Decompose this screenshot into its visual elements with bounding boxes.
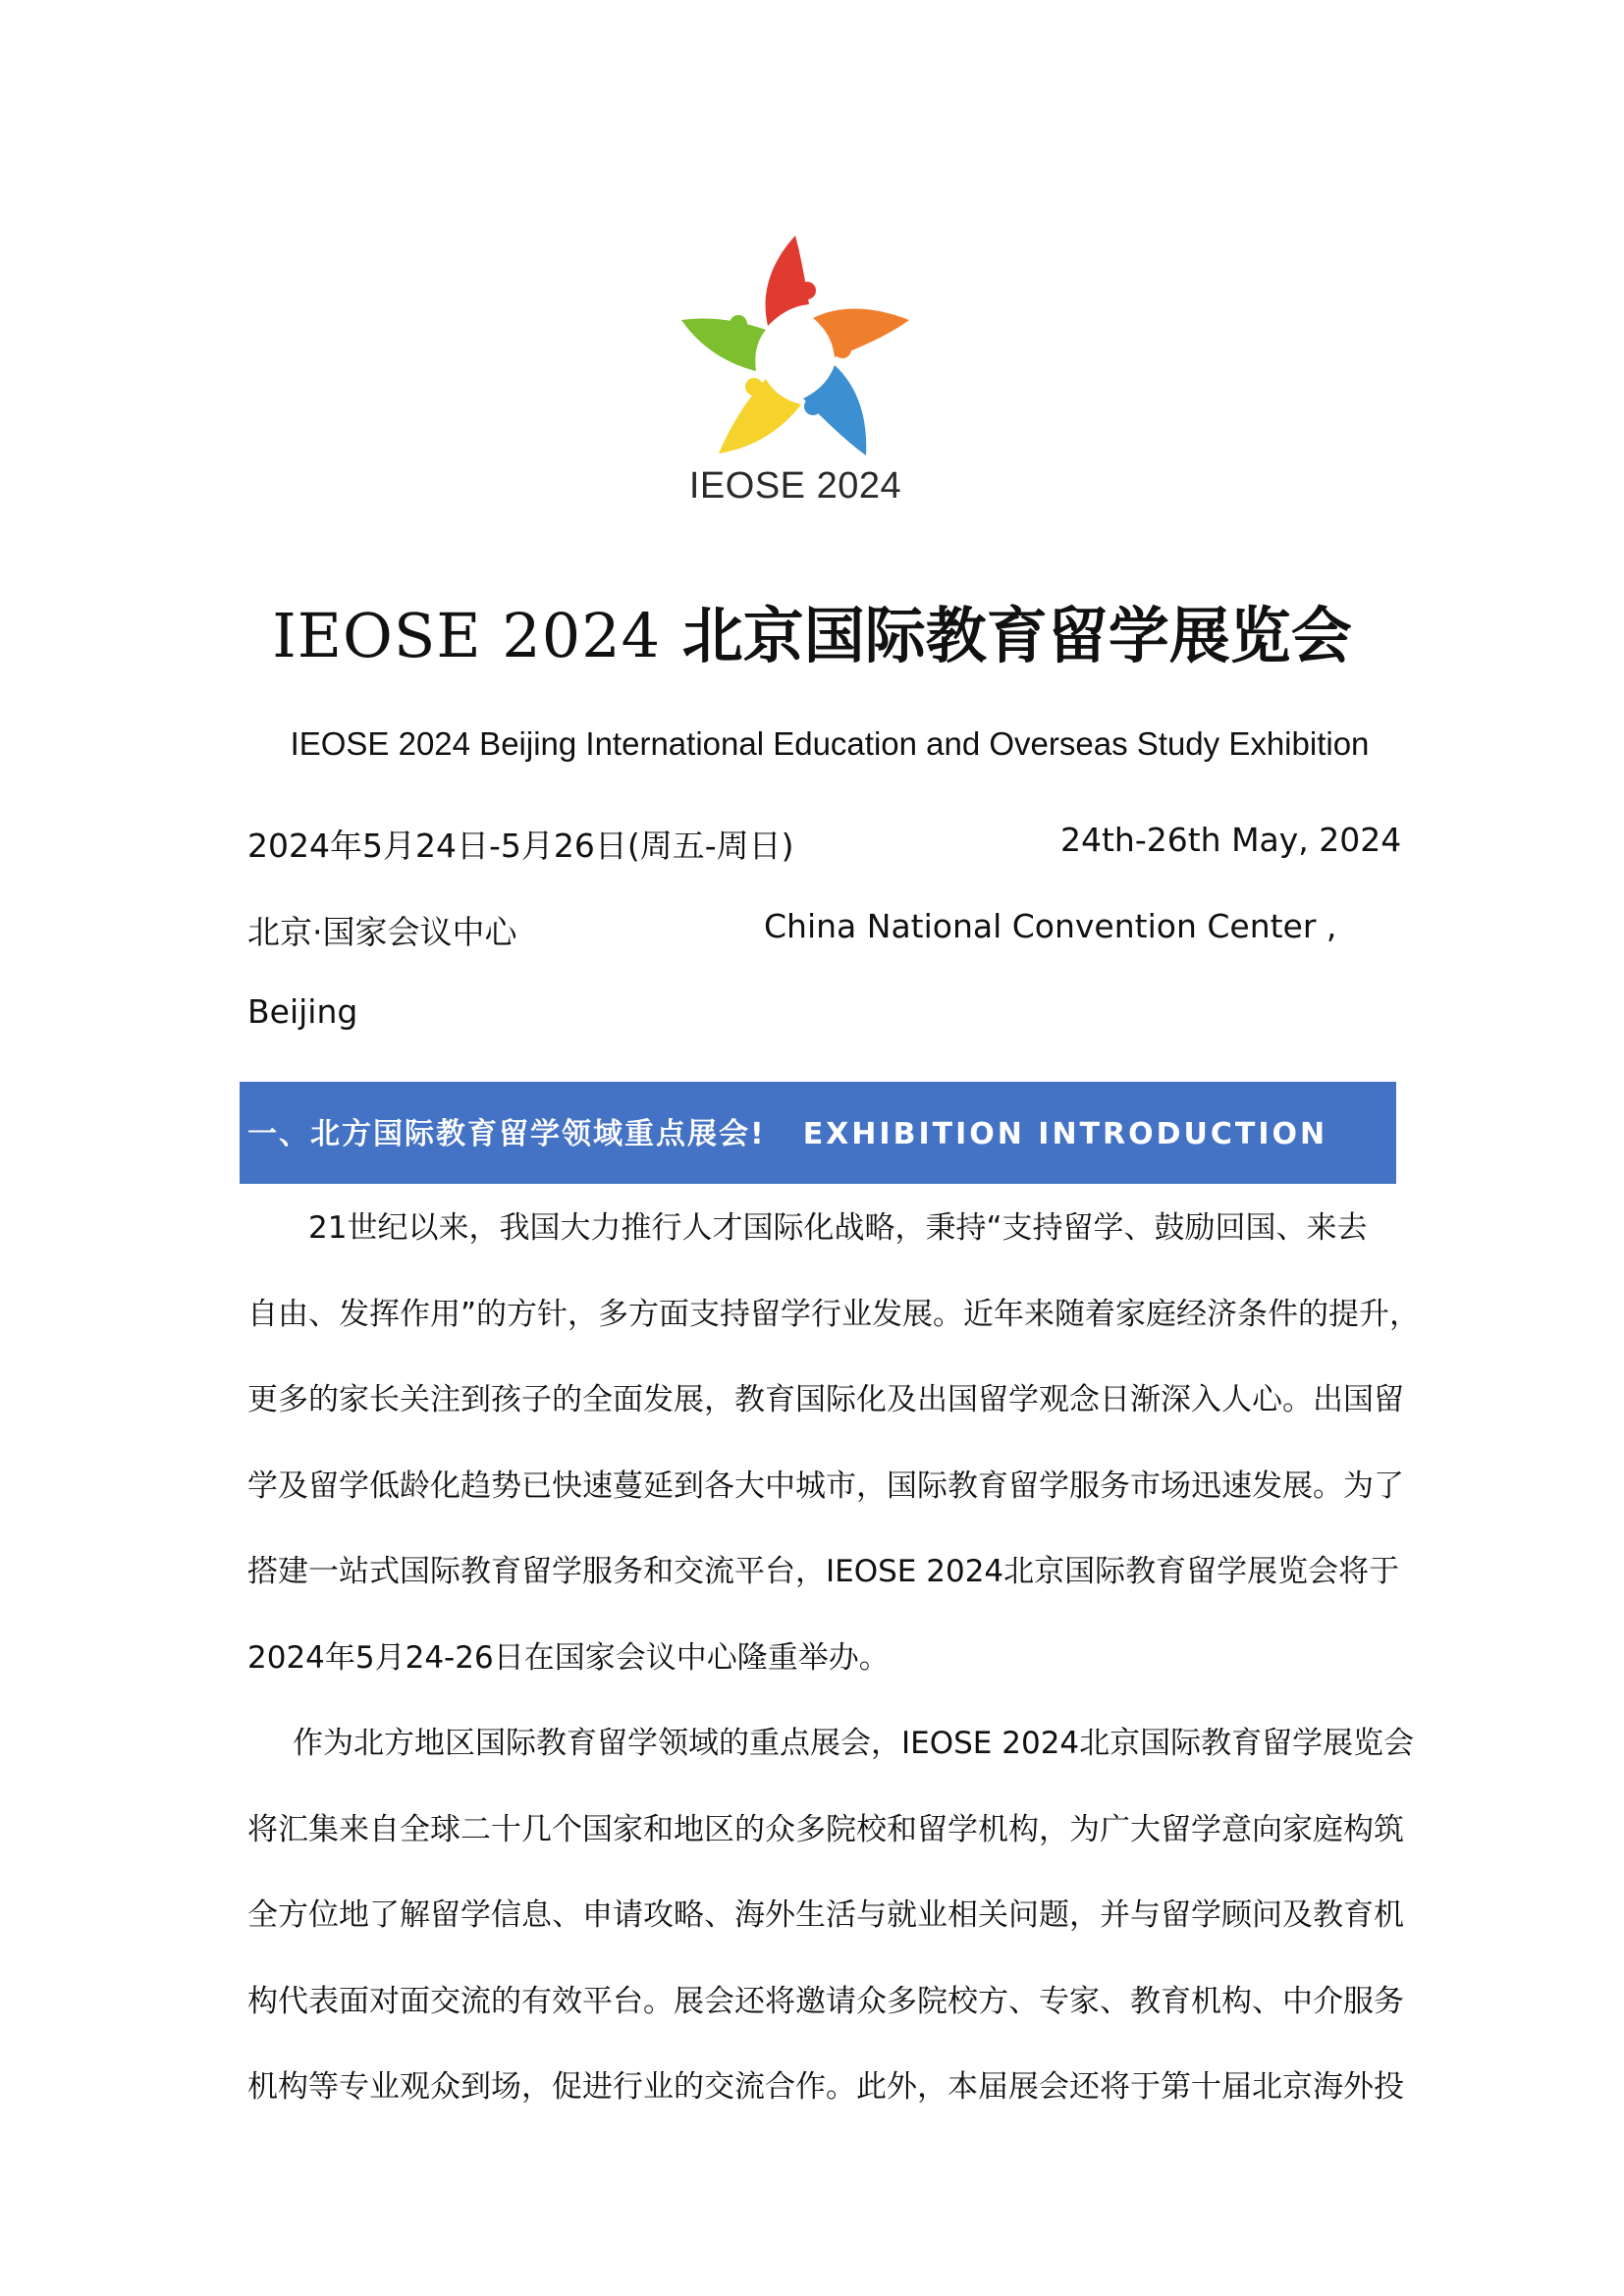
paragraph-line: 机构等专业观众到场，促进行业的交流合作。此外，本届展会还将于第十届北京海外投	[247, 2069, 1404, 2105]
document-subtitle: IEOSE 2024 Beijing International Education and Overseas Study Exhibition	[290, 725, 1370, 762]
paragraph-line: 更多的家长关注到孩子的全面发展，教育国际化及出国留学观念日渐深入人心。出国留	[247, 1382, 1404, 1417]
event-venue-en-continued: Beijing	[247, 992, 358, 1031]
section-heading-cn: 一、北方国际教育留学领域重点展会!	[247, 1117, 766, 1151]
paragraph-2	[247, 1701, 1415, 2131]
logo-caption: IEOSE 2024	[688, 465, 902, 507]
paragraph-line: 全方位地了解留学信息、申请攻略、海外生活与就业相关问题，并与留学顾问及教育机	[247, 1897, 1404, 1933]
event-venue-en: China National Convention Center ,	[764, 907, 1337, 945]
five-figure-star-logo	[677, 232, 913, 459]
logo-blue-head	[804, 398, 822, 415]
paragraph-line: 构代表面对面交流的有效平台。展会还将邀请众多院校方、专家、教育机构、中介服务	[247, 1983, 1404, 2019]
paragraph-line: 21世纪以来，我国大力推行人才国际化战略，秉持“支持留学、鼓励回国、来去	[308, 1210, 1368, 1246]
logo-green-figure	[681, 318, 766, 371]
document-title	[147, 587, 1477, 674]
section-banner	[240, 1082, 1396, 1184]
logo-yellow-head	[745, 378, 763, 396]
paragraph-line: 自由、发挥作用”的方针，多方面支持留学行业发展。近年来随着家庭经济条件的提升，	[247, 1296, 1421, 1332]
logo-red-figure	[766, 236, 809, 326]
paragraph-line: 2024年5月24-26日在国家会议中心隆重举办。	[247, 1639, 890, 1676]
event-date-en: 24th-26th May, 2024	[1060, 821, 1402, 859]
logo-orange-figure	[813, 308, 909, 357]
logo-red-head	[798, 282, 816, 299]
logo-orange-head	[834, 341, 851, 358]
paragraph-1	[247, 1186, 1421, 1701]
paragraph-line: 作为北方地区国际教育留学领域的重点展会，IEOSE 2024北京国际教育留学展览会	[293, 1726, 1415, 1761]
logo-green-head	[730, 315, 747, 333]
event-date-cn: 2024年5月24日-5月26日(周五-周日)	[247, 827, 794, 865]
section-banner-text	[247, 1109, 1327, 1152]
paragraph-line: 搭建一站式国际教育留学服务和交流平台，IEOSE 2024北京国际教育留学展览会将于	[247, 1554, 1400, 1589]
title-english-part: IEOSE 2024	[272, 600, 662, 671]
paragraph-line: 将汇集来自全球二十几个国家和地区的众多院校和留学机构，为广大留学意向家庭构筑	[247, 1811, 1404, 1847]
title-chinese-part: 北京国际教育留学展览会	[681, 600, 1352, 671]
paragraph-line: 学及留学低龄化趋势已快速蔓延到各大中城市，国际教育留学服务市场迅速发展。为了	[247, 1468, 1404, 1504]
event-venue-cn: 北京·国家会议中心	[247, 913, 517, 951]
section-heading-en: EXHIBITION INTRODUCTION	[802, 1117, 1328, 1151]
